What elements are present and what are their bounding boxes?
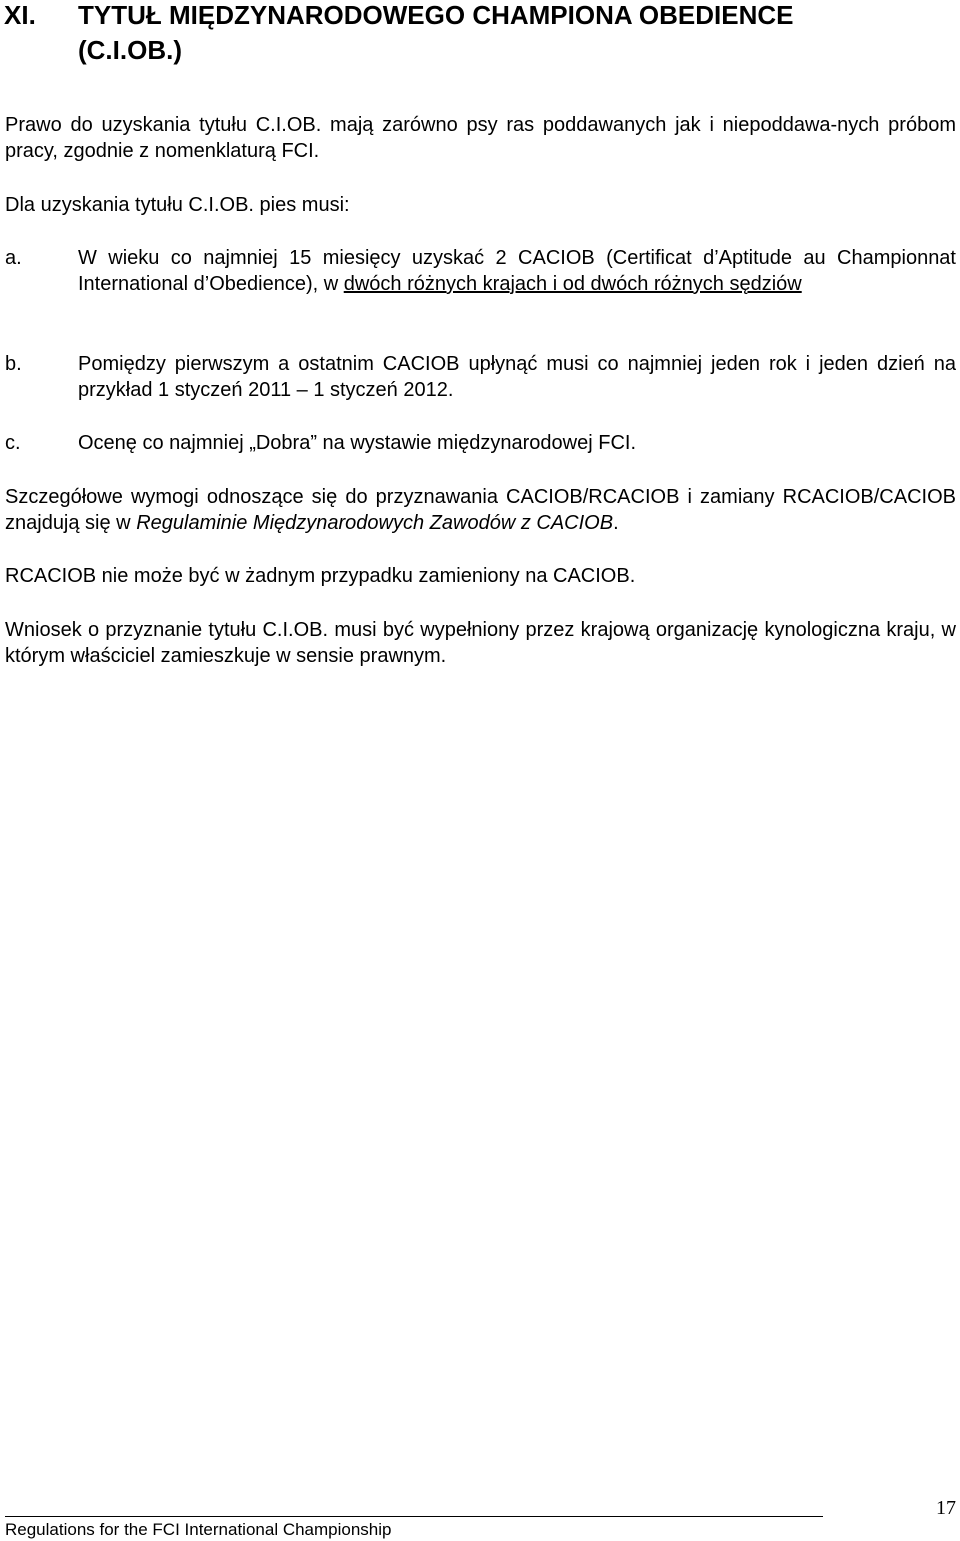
requirement-item-c	[5, 430, 956, 456]
section-number: XI.	[4, 0, 36, 30]
requirement-item-a	[5, 245, 956, 297]
regulation-reference: Regulaminie Międzynarodowych Zawodów z CACIOB	[136, 512, 614, 534]
requirement-underlined-text: dwóch różnych krajach i od dwóch różnych sędziów	[343, 273, 802, 295]
requirement-label: a.	[5, 247, 22, 269]
requirement-text-part: W wieku co najmniej 15 miesięcy uzyskać 2 CACIOB (Certificat d’Aptitude au Championnat International d’Obedience), w	[78, 247, 956, 295]
requirement-text: Ocenę co najmniej „Dobra” na wystawie międzynarodowej FCI.	[78, 432, 637, 454]
requirement-item-b	[5, 351, 956, 403]
rcaciob-note: RCACIOB nie może być w żadnym przypadku zamieniony na CACIOB.	[5, 565, 636, 587]
footer-text: Regulations for the FCI International Championship	[5, 1520, 392, 1539]
section-heading	[4, 0, 944, 68]
page-number: 17	[936, 1497, 956, 1519]
details-text-end: .	[613, 512, 619, 534]
footer-divider	[5, 1516, 823, 1517]
requirement-label: b.	[5, 353, 22, 375]
intro-paragraph: Prawo do uzyskania tytułu C.I.OB. mają zarówno psy ras poddawanych jak i niepoddawa-nych próbom pracy, zgodnie z nomenklaturą FCI.	[5, 114, 956, 162]
details-text: Szczegółowe wymogi odnoszące się do przyznawania CACIOB/RCACIOB i zamiany RCACIOB/CACIOB znajdują się w	[5, 486, 956, 534]
requirement-text	[78, 245, 956, 297]
requirement-lead: Dla uzyskania tytułu C.I.OB. pies musi:	[5, 194, 350, 216]
section-title-line1: TYTUŁ MIĘDZYNARODOWEGO CHAMPIONA OBEDIENCE	[78, 0, 794, 30]
requirement-label: c.	[5, 432, 21, 454]
application-paragraph: Wniosek o przyznanie tytułu C.I.OB. musi być wypełniony przez krajową organizację kynologiczna kraju, w którym właściciel zamieszkuje w sensie prawnym.	[5, 619, 956, 667]
details-paragraph	[5, 484, 956, 536]
requirement-text: Pomiędzy pierwszym a ostatnim CACIOB upłynąć musi co najmniej jeden rok i jeden dzień na przykład 1 styczeń 2011 – 1 styczeń 2012.	[78, 353, 956, 401]
section-title	[78, 0, 944, 68]
section-title-line2: (C.I.OB.)	[78, 35, 182, 65]
